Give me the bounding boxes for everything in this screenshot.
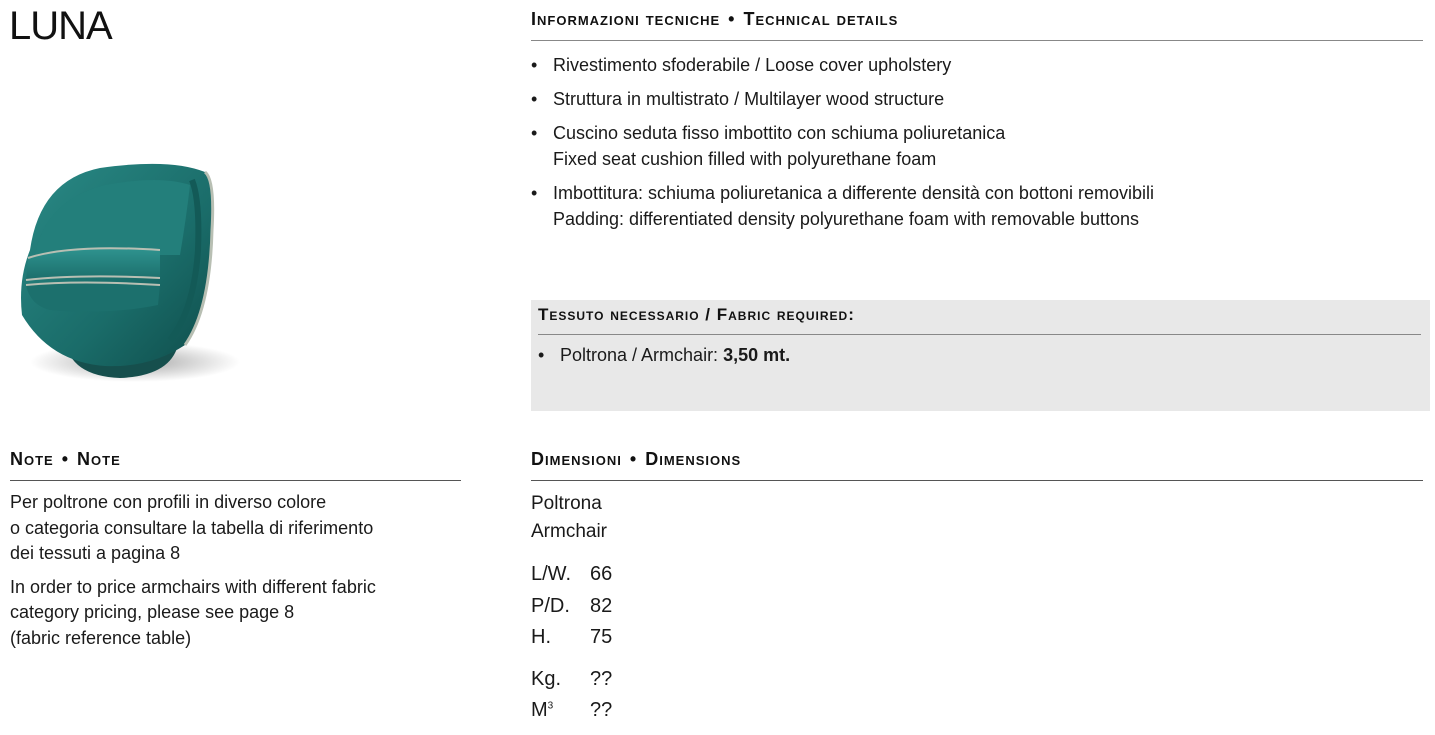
product-label-english: Armchair [531,521,608,542]
note-line: Per poltrone con profili in diverso colore [10,492,327,512]
weight-volume-table [531,664,612,727]
list-item [531,120,1423,172]
bullet: • [531,183,538,203]
technical-details-list [531,52,1423,232]
bullet: • [531,89,538,109]
table-row [531,622,612,654]
notes-section [10,448,461,651]
note-line: dei tessuti a pagina 8 [10,543,181,563]
heading-italian: Note [10,449,54,469]
fabric-item [538,342,1421,368]
item-text-english: Fixed seat cushion filled with polyurethane foam [553,149,937,169]
fabric-required-heading: Tessuto necessario / Fabric required: [538,304,1421,335]
weight-key: Kg. [531,667,562,690]
volume-key-label: M [531,699,548,722]
note-line: o categoria consultare la tabella di riferimento [10,517,374,538]
dimension-value: 75 [590,626,613,649]
heading-separator: • [629,449,638,469]
volume-value: ?? [590,699,613,722]
item-text: Imbottitura: schiuma poliuretanica a differente densità con bottoni removibili [553,183,1154,203]
item-text: Struttura in multistrato / Multilayer wood structure [553,89,945,109]
list-item [531,52,1423,78]
armchair-illustration [10,140,245,390]
technical-details-heading [531,8,1423,41]
item-text: Cuscino seduta fisso imbottito con schiuma poliuretanica [553,123,1006,143]
fabric-item-value: 3,50 mt. [723,345,791,365]
heading-italian: Dimensioni [531,449,622,469]
dimension-value: 66 [590,563,613,586]
dimension-value: 82 [590,594,613,617]
table-row [531,664,612,696]
table-row [531,591,612,623]
notes-heading [10,448,461,481]
heading-separator: • [728,9,736,29]
item-text: Rivestimento sfoderabile / Loose cover upholstery [553,55,952,75]
heading-italian: Informazioni tecniche [531,9,721,29]
armchair-image [10,140,245,390]
heading-english: Note [77,449,121,469]
heading-separator: • [61,449,70,469]
technical-details-section [531,8,1423,240]
weight-value: ?? [590,667,613,690]
table-row [531,559,612,591]
fabric-required-box [531,300,1430,411]
note-italian [10,490,461,567]
dimension-key: H. [531,626,551,649]
bullet: • [538,345,545,365]
dimensions-product-label [531,490,1423,546]
note-line: (fabric reference table) [10,627,192,648]
product-label-italian: Poltrona [531,493,602,514]
list-item [531,86,1423,112]
table-row [531,695,612,727]
product-title: LUNA [9,4,112,48]
bullet: • [531,123,538,143]
note-english [10,575,461,652]
heading-english: Technical details [743,9,899,29]
bullet: • [531,55,538,75]
note-line: category pricing, please see page 8 [10,602,295,622]
item-text-english: Padding: differentiated density polyurethane foam with removable buttons [553,209,1140,229]
dimensions-table [531,559,612,654]
volume-key [531,695,590,727]
dimension-key: P/D. [531,594,570,617]
note-line: In order to price armchairs with different fabric [10,576,376,597]
dimension-key: L/W. [531,563,572,586]
heading-english: Dimensions [645,449,742,469]
volume-key-superscript: 3 [547,700,554,712]
dimensions-section [531,448,1423,727]
dimensions-heading [531,448,1423,481]
fabric-item-label: Poltrona / Armchair: [560,345,719,365]
list-item [531,180,1423,232]
